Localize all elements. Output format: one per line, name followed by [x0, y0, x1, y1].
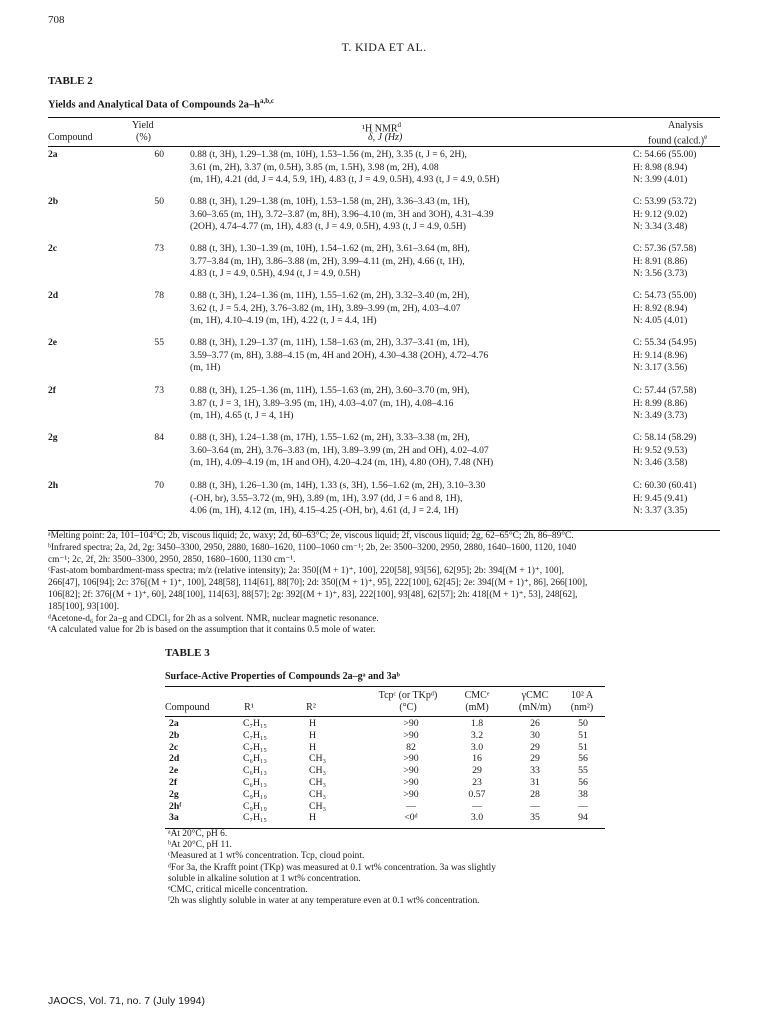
table3-cell-compound: 2a: [169, 718, 179, 729]
table3-cell-r1: C₇H₁₅: [243, 812, 267, 824]
table2-analysis-line: N: 3.56 (3.73): [633, 268, 688, 279]
table3-cell-r2: CH₃: [309, 777, 327, 788]
table2-footnote: ᵈAcetone-d₆ for 2a–g and CDCl₃ for 2h as a solvent. NMR, nuclear magnetic resonance.: [48, 613, 379, 624]
table3-cell-r1: C₉H₁₉: [243, 788, 267, 800]
table2-analysis-line: C: 60.30 (60.41): [633, 480, 697, 491]
table2-footnote: ᵃMelting point: 2a, 101–104°C; 2b, viscous liquid; 2c, waxy; 2d, 60–63°C; 2e, viscous liquid; 2f, viscous liquid; 2g, 62–65°C; 2h, 86–89°C.: [48, 531, 574, 541]
table2-analysis-line: H: 9.45 (9.41): [633, 492, 688, 504]
table2-analysis-line: N: 4.05 (4.01): [633, 315, 688, 326]
table2-header-analysis-text: found (calcd.): [648, 135, 705, 147]
table3-cell-compound: 2g: [169, 788, 179, 800]
table3-cell-gamma: 30: [530, 729, 540, 741]
table2-cell-analysis: [633, 385, 733, 423]
table2-cell-yield: 78: [154, 290, 164, 301]
table2-cell-yield: 60: [154, 149, 164, 160]
table3-cell-tcp: >90: [403, 753, 419, 765]
table3-cell-compound: 2f: [169, 777, 178, 788]
page-number: 708: [48, 14, 65, 26]
table3-cell-cmc: 23: [472, 777, 482, 788]
table2-analysis-line: N: 3.99 (4.01): [633, 174, 688, 185]
table2-analysis-line: C: 57.36 (57.58): [633, 243, 697, 254]
table3-cell-r2: H: [309, 741, 317, 753]
table2-nmr-line: 0.88 (t, 3H), 1.25–1.36 (m, 11H), 1.55–1.63 (m, 2H), 3.60–3.70 (m, 9H),: [190, 385, 470, 396]
table3-cell-compound: 3a: [169, 812, 179, 824]
table2-title-text: Yields and Analytical Data of Compounds 2a–h: [48, 99, 260, 111]
table2-nmr-line: 3.60–3.65 (m, 1H), 3.72–3.87 (m, 8H), 3.96–4.10 (m, 3H and 3OH), 4.31–4.39: [190, 208, 494, 220]
table2-footnotes: [48, 531, 726, 637]
table3-cell-cmc: 16: [472, 753, 482, 765]
table2-footnote: cm⁻¹; 2c, 2f, 2h: 3500–3300, 2950, 2850, 1680–1600, 1130 cm⁻¹.: [48, 554, 296, 565]
table2-analysis-line: C: 57.44 (57.58): [633, 385, 697, 396]
table2-footnote: 185[100], 93[100].: [48, 601, 120, 612]
table2-analysis-line: N: 3.46 (3.58): [633, 457, 688, 468]
table3-cell-a: 56: [578, 777, 588, 788]
table2-cell-yield: 84: [154, 432, 164, 443]
table2-nmr-line: 0.88 (t, 3H), 1.29–1.38 (m, 10H), 1.53–1.56 (m, 2H), 3.35 (t, J = 6, 2H),: [190, 149, 467, 160]
table3-cell-r2: CH₃: [309, 753, 327, 765]
table2-nmr-line: 0.88 (t, 3H), 1.29–1.37 (m, 11H), 1.58–1.63 (m, 2H), 3.37–3.41 (m, 1H),: [190, 337, 470, 348]
table3-row: [165, 743, 605, 753]
table2-cell-analysis: [633, 149, 733, 187]
table2-cell-yield: 73: [154, 385, 164, 396]
table2-analysis-line: H: 8.92 (8.94): [633, 302, 688, 314]
table2-cell-compound: 2c: [48, 243, 58, 254]
table2-cell-nmr: [190, 385, 620, 423]
table2-cell-compound: 2f: [48, 385, 56, 396]
table2-nmr-line: 3.77–3.84 (m, 1H), 3.86–3.88 (m, 2H), 3.99–4.11 (m, 2H), 4.66 (t, 1H),: [190, 255, 465, 267]
table2-cell-compound: 2d: [48, 290, 59, 301]
table3-cell-a: 56: [578, 753, 588, 765]
table3-cell-r1: C₆H₁₃: [243, 753, 267, 765]
table3-cell-tcp: —: [406, 800, 416, 812]
table2-header-nmr-sup: d: [397, 121, 402, 129]
table3-row: [165, 766, 605, 776]
table2-cell-yield: 50: [154, 196, 164, 207]
table2-nmr-line: (m, 1H), 4.09–4.19 (m, 1H and OH), 4.20–4.24 (m, 1H), 4.80 (OH), 7.48 (NH): [190, 457, 494, 468]
journal-footer: JAOCS, Vol. 71, no. 7 (July 1994): [48, 995, 205, 1007]
table3-cell-compound: 2e: [169, 765, 179, 777]
table2-analysis-line: N: 3.49 (3.73): [633, 410, 688, 421]
table3-top-rule: [165, 686, 605, 687]
table3-cell-gamma: 26: [530, 718, 540, 729]
table2-analysis-line: H: 9.52 (9.53): [633, 444, 688, 456]
table2-header-analysis-bottom: [648, 132, 707, 146]
table3-row: [165, 719, 605, 729]
table2-cell-yield: 70: [154, 480, 164, 491]
table3-footnotes: [168, 829, 608, 907]
table3-cell-cmc: 3.2: [470, 729, 484, 741]
table3-footnote: ᵇAt 20°C, pH 11.: [168, 840, 232, 851]
table3-cell-r2: H: [309, 729, 317, 741]
table2-cell-yield: 73: [154, 243, 164, 254]
table2-footnote: 266[47], 106[94]; 2c: 376[(M + 1)⁺, 100], 248[58], 114[61], 88[70]; 2d: 350[(M + 1)⁺, 95], 222[100], 62[45]; 2e: 394[(M + 1)⁺, 86], 266[100],: [48, 578, 588, 589]
table2-analysis-line: N: 3.34 (3.48): [633, 221, 688, 232]
table2-nmr-line: 3.60–3.64 (m, 2H), 3.76–3.83 (m, 1H), 3.89–3.99 (m, 2H and OH), 4.02–4.07: [190, 444, 489, 456]
table2-cell-compound: 2h: [48, 480, 59, 491]
table2-nmr-line: 0.88 (t, 3H), 1.24–1.38 (m, 17H), 1.55–1.62 (m, 2H), 3.33–3.38 (m, 2H),: [190, 432, 470, 443]
table3-cell-cmc: 3.0: [470, 741, 484, 753]
table3-header-gamma-bottom: (mN/m): [518, 702, 552, 713]
table2-cell-analysis: [633, 243, 733, 281]
table2-analysis-line: C: 54.73 (55.00): [633, 290, 697, 301]
table2-nmr-line: 0.88 (t, 3H), 1.24–1.36 (m, 11H), 1.55–1.62 (m, 2H), 3.32–3.40 (m, 2H),: [190, 290, 470, 301]
table3-header-gamma-top: γCMC: [521, 690, 549, 701]
table3-cell-a: 50: [578, 718, 588, 729]
table2-nmr-line: 0.88 (t, 3H), 1.29–1.38 (m, 10H), 1.53–1.58 (m, 2H), 3.36–3.43 (m, 1H),: [190, 196, 470, 207]
table2-cell-nmr: [190, 149, 620, 187]
table3-cell-r2: CH₃: [309, 800, 327, 812]
table3-footnote: ᵃAt 20°C, pH 6.: [168, 829, 228, 839]
table3-cell-r1: C₇H₁₅: [243, 718, 267, 729]
table2-analysis-line: C: 53.99 (53.72): [633, 196, 697, 207]
table3-cell-r1: C₇H₁₅: [243, 741, 267, 753]
table2-nmr-line: 3.62 (t, J = 5.4, 2H), 3.76–3.82 (m, 1H), 3.89–3.99 (m, 2H), 4.03–4.07: [190, 302, 461, 314]
table2-label: TABLE 2: [48, 75, 93, 87]
table3-cell-r2: H: [309, 812, 317, 824]
table3-footnote: ᵈFor 3a, the Krafft point (TKp) was measured at 0.1 wt% concentration. 3a was slightly: [168, 862, 496, 873]
running-head: T. KIDA ET AL.: [341, 40, 427, 54]
table3-cell-a: 51: [578, 741, 588, 753]
table3-cell-gamma: 29: [530, 741, 540, 753]
table2-header-nmr-bottom: δ, J (Hz): [368, 132, 403, 143]
table2-footnote: ᵇInfrared spectra; 2a, 2d, 2g: 3450–3300, 2950, 2880, 1680–1620, 1100–1060 cm⁻¹; 2b, 2e: 3500–3200, 2950, 2880, 1640–1600, 1120, 1040: [48, 542, 577, 553]
table2-header-rule: [48, 146, 720, 147]
table3-cell-r2: CH₃: [309, 788, 327, 800]
table2-cell-nmr: [190, 432, 620, 470]
table3-cell-r1: C₆H₁₃: [243, 765, 267, 777]
table3-cell-tcp: >90: [403, 777, 419, 788]
table3-cell-a: 51: [578, 729, 588, 741]
table3-header-a-top: 10² A: [570, 690, 594, 701]
table2-title-sup: a,b,c: [259, 97, 274, 105]
table3-header-a-bottom: (nm²): [570, 702, 594, 713]
table3-row: [165, 731, 605, 741]
table3-cell-tcp: <0ᵈ: [404, 812, 418, 824]
table3-header-cmc-top: CMCᵉ: [464, 690, 490, 701]
table2-analysis-line: H: 8.98 (8.94): [633, 161, 688, 173]
table3-cell-r2: CH₃: [309, 765, 327, 777]
table3-cell-a: 38: [578, 788, 588, 800]
table2-cell-analysis: [633, 432, 733, 470]
table3-cell-cmc: —: [472, 800, 482, 812]
table3-cell-tcp: >90: [403, 718, 419, 729]
table2-nmr-line: 0.88 (t, 3H), 1.26–1.30 (m, 14H), 1.33 (s, 3H), 1.56–1.62 (m, 2H), 3.10–3.30: [190, 480, 486, 491]
table2-cell-analysis: [633, 196, 733, 234]
table3-footnote: ᶜMeasured at 1 wt% concentration. Tcp, cloud point.: [168, 851, 365, 862]
table2-footnote: ᵉA calculated value for 2b is based on the assumption that it contains 0.5 mole of water.: [48, 625, 376, 636]
table2-nmr-line: (2OH), 4.74–4.77 (m, 1H), 4.83 (t, J = 4.9, 0.5H), 4.93 (t, J = 4.9, 0.5H): [190, 221, 466, 232]
table3-cell-tcp: >90: [403, 729, 419, 741]
table3-cell-tcp: >90: [403, 765, 419, 777]
table2-header-yield-top: Yield: [132, 120, 154, 131]
table3-header-rule: [165, 716, 605, 717]
table2-analysis-line: H: 8.99 (8.86): [633, 397, 688, 409]
table3-cell-r1: C₆H₁₃: [243, 777, 267, 788]
table3-header-tcp-bottom: (°C): [399, 702, 417, 713]
table3-header-r2: R²: [306, 702, 316, 713]
table2-header-yield-bottom: (%): [136, 132, 151, 143]
table3-row: [165, 778, 605, 788]
table2-analysis-line: N: 3.17 (3.56): [633, 362, 688, 373]
table3-header-compound: Compound: [165, 702, 210, 713]
table3-cell-gamma: 29: [530, 753, 540, 765]
table3-header-cmc-bottom: (mM): [465, 702, 489, 713]
table3-row: [165, 754, 605, 764]
table2-footnote: 106[82]; 2f: 376[(M + 1)⁺, 60], 248[100], 114[63], 88[57]; 2g: 392[(M + 1)⁺, 83], 222[100], 93[48], 62[57]; 2h: 418[(M + 1)⁺, 53], 248[62],: [48, 589, 578, 600]
table2-nmr-line: 3.59–3.77 (m, 8H), 3.88–4.15 (m, 4H and 2OH), 4.30–4.38 (2OH), 4.72–4.76: [190, 349, 489, 361]
table2-top-rule: [48, 117, 720, 118]
table2-cell-nmr: [190, 290, 620, 328]
table3-cell-compound: 2d: [169, 753, 180, 765]
table3-cell-a: 94: [578, 812, 588, 824]
table2-cell-analysis: [633, 337, 733, 375]
table2-header-nmr-text: ¹H NMR: [362, 123, 398, 135]
table2-cell-nmr: [190, 480, 620, 518]
table2-nmr-line: (-OH, br), 3.55–3.72 (m, 9H), 3.89 (m, 1H), 3.97 (dd, J = 6 and 8, 1H),: [190, 492, 463, 504]
table3-header-tcp-top: Tcpᶜ (or TKpᵈ): [378, 690, 438, 701]
table2-analysis-line: C: 55.34 (54.95): [633, 337, 697, 348]
table3-row: [165, 790, 605, 800]
table3-title: Surface-Active Properties of Compounds 2a–gᵃ and 3aᵇ: [165, 671, 400, 682]
table3-cell-compound: 2c: [169, 741, 179, 753]
table3-cell-tcp: >90: [403, 788, 419, 800]
table3-header-r1: R¹: [244, 702, 254, 713]
table2-cell-compound: 2g: [48, 432, 58, 443]
table3-cell-r1: C₉H₁₉: [243, 800, 267, 812]
table2-analysis-line: H: 9.12 (9.02): [633, 208, 688, 220]
table3-cell-gamma: 28: [530, 788, 540, 800]
table2-nmr-line: (m, 1H), 4.65 (t, J = 4, 1H): [190, 410, 294, 421]
table2-analysis-line: N: 3.37 (3.35): [633, 505, 688, 516]
table2-analysis-line: H: 9.14 (8.96): [633, 349, 688, 361]
table3-cell-gamma: 33: [530, 765, 540, 777]
table2-cell-analysis: [633, 290, 733, 328]
table2-footnote: ᶜFast-atom bombardment-mass spectra; m/z (relative intensity); 2a: 350[(M + 1)⁺, 100], 220[58], 93[56], 62[95]; 2b: 394[(M + 1)⁺, 100],: [48, 566, 564, 577]
table3-cell-compound: 2b: [169, 729, 180, 741]
table3-cell-tcp: 82: [406, 741, 416, 753]
table3-cell-gamma: 31: [530, 777, 540, 788]
table3-cell-cmc: 29: [472, 765, 482, 777]
table2-nmr-line: (m, 1H): [190, 362, 221, 373]
table3-cell-gamma: —: [530, 800, 540, 812]
table2-cell-nmr: [190, 337, 620, 375]
table2-nmr-line: 4.06 (m, 1H), 4.12 (m, 1H), 4.15–4.25 (-OH, br), 4.61 (d, J = 2.4, 1H): [190, 505, 459, 516]
table2-header-compound: Compound: [48, 132, 93, 143]
table2-nmr-line: (m, 1H), 4.21 (dd, J = 4.4, 5.9, 1H), 4.83 (t, J = 4.9, 0.5H), 4.93 (t, J = 4.9, 0.5H): [190, 174, 500, 185]
table2-nmr-line: 0.88 (t, 3H), 1.30–1.39 (m, 10H), 1.54–1.62 (m, 2H), 3.61–3.64 (m, 8H),: [190, 243, 470, 254]
table3-label: TABLE 3: [165, 647, 210, 659]
table3-cell-a: —: [578, 800, 588, 812]
table2-nmr-line: 4.83 (t, J = 4.9, 0.5H), 4.94 (t, J = 4.9, 0.5H): [190, 268, 361, 279]
table3-cell-cmc: 0.57: [468, 788, 486, 800]
table2-cell-compound: 2b: [48, 196, 59, 207]
table2-nmr-line: (m, 1H), 4.10–4.19 (m, 1H), 4.22 (t, J = 4.4, 1H): [190, 315, 377, 326]
table3-row: [165, 802, 605, 812]
table2-nmr-line: 3.87 (t, J = 3, 1H), 3.89–3.95 (m, 1H), 4.03–4.07 (m, 1H), 4.08–4.16: [190, 397, 454, 409]
table3-row: [165, 813, 605, 823]
table2-analysis-line: H: 8.91 (8.86): [633, 255, 688, 267]
table2-cell-analysis: [633, 480, 733, 518]
table2-cell-nmr: [190, 243, 620, 281]
table3-footnote: ᶠ2h was slightly soluble in water at any temperature even at 0.1 wt% concentration.: [168, 896, 480, 907]
table2-nmr-line: 3.61 (m, 2H), 3.37 (m, 0.5H), 3.85 (m, 1.5H), 3.98 (m, 2H), 4.08: [190, 161, 439, 173]
table3-cell-a: 55: [578, 765, 588, 777]
table3-footnote: ᵉCMC, critical micelle concentration.: [168, 885, 308, 896]
table2-header-analysis-sup: e: [704, 133, 708, 141]
table2-analysis-line: C: 54.66 (55.00): [633, 149, 697, 160]
table3-cell-cmc: 1.8: [470, 718, 484, 729]
table3-cell-compound: 2hᶠ: [169, 800, 182, 812]
table3-cell-r2: H: [309, 718, 317, 729]
table2-cell-compound: 2e: [48, 337, 58, 348]
table3-cell-r1: C₇H₁₅: [243, 729, 267, 741]
table2-header-analysis-top: Analysis: [668, 120, 703, 131]
table3-cell-cmc: 3.0: [470, 812, 484, 824]
table2-cell-yield: 55: [154, 337, 164, 348]
table2-cell-compound: 2a: [48, 149, 58, 160]
table3-cell-gamma: 35: [530, 812, 540, 824]
table2-analysis-line: C: 58.14 (58.29): [633, 432, 697, 443]
table2-title: [48, 97, 274, 111]
table2-cell-nmr: [190, 196, 620, 234]
table3-footnote: soluble in alkaline solution at 1 wt% concentration.: [168, 873, 361, 884]
